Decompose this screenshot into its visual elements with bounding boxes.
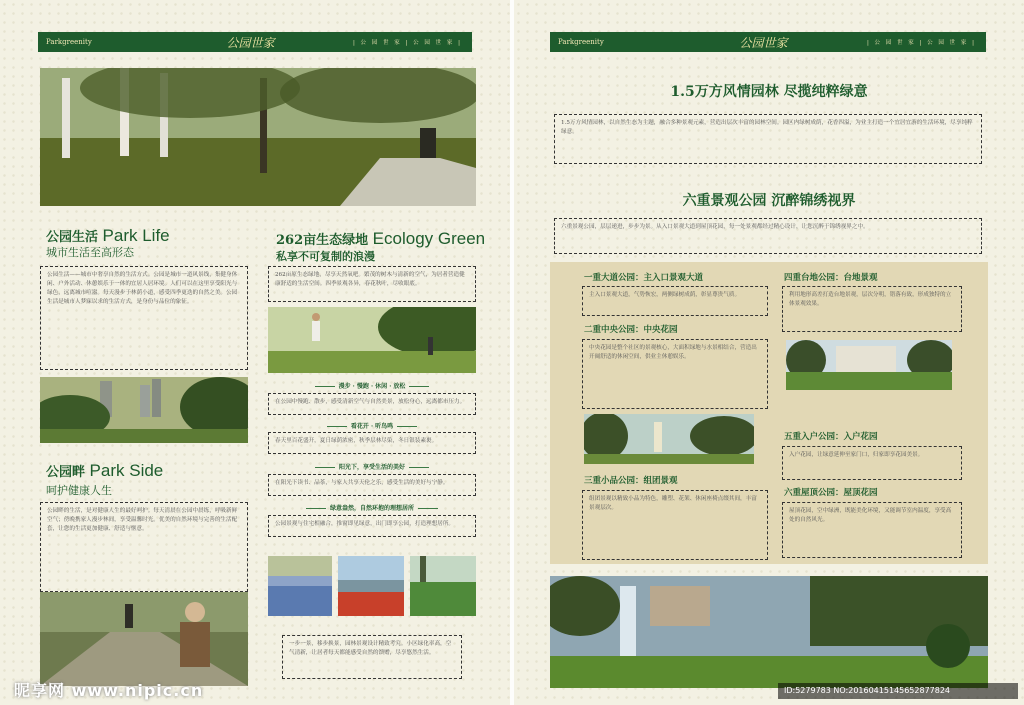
ecology-cn: 262亩生态绿地 — [276, 233, 369, 248]
header-nav: | 公 园 世 家 | 公 园 世 家 | — [352, 40, 462, 46]
ecology-body: 262亩原生态绿地，尽享天然氧吧。繁茂的树木与清新的空气，为居者营造健康舒适的生活空间。四季景观各异，春花秋叶，尽收眼底。 — [268, 266, 476, 302]
park-side-heading — [46, 461, 163, 481]
watermark-site: 昵享网 www.nipic.cn — [14, 681, 204, 700]
city-park-photo — [40, 377, 248, 443]
lotus-pond-photo — [410, 556, 476, 616]
left-header-bar — [38, 32, 472, 52]
park-5-title: 五重入户公园：入户花园 — [784, 432, 878, 442]
flower-field-photo — [268, 556, 332, 616]
caption-green-home: 绿意盎然，自然环抱的理想居所 — [268, 503, 476, 512]
park-1-title: 一重大道公园：主入口景观大道 — [584, 273, 704, 283]
header-nav-right: | 公 园 世 家 | 公 园 世 家 | — [866, 40, 976, 46]
park-3-body: 组团景观以精致小品为特色，雕塑、花架、休闲座椅点缀其间，丰富景观层次。 — [582, 490, 768, 560]
ecology-subtitle: 私享不可复制的浪漫 — [276, 250, 375, 263]
park-side-en: Park Side — [89, 461, 164, 480]
park-4-body: 利用地形高差打造台地景观，层次分明，错落有致，形成独特的立体景观效果。 — [782, 286, 962, 332]
header-logo-right: 公园世家 — [739, 35, 788, 50]
watermark-id: ID:5279783 NO:20160415145652877824 — [778, 683, 1018, 699]
park-life-heading — [46, 226, 170, 246]
terrace-garden-photo — [786, 340, 952, 390]
park-trees-photo — [40, 68, 476, 206]
park-5-body: 入户花园，让绿意延伸至家门口，归家即享花园美景。 — [782, 446, 962, 480]
park-life-en: Park Life — [102, 226, 170, 245]
green-garden-body: 1.5万方风情园林，以自然生态为主题，融合多种景观元素，营造出层次丰富的园林空间。园区内绿树成荫，花香四溢，为业主打造一个宜居宜游的生活环境，尽享纯粹绿意。 — [554, 114, 982, 164]
park-4-title: 四重台地公园：台地景观 — [784, 273, 878, 283]
park-side-subtitle: 呵护健康人生 — [46, 484, 112, 497]
cyclists-photo — [40, 592, 248, 686]
title-green-garden: 1.5万方风情园林 尽揽纯粹绿意 — [670, 84, 868, 100]
park-2-title: 二重中央公园：中央花园 — [584, 325, 678, 335]
park-side-cn: 公园畔 — [46, 465, 86, 480]
header-brand: Parkgreenity — [46, 38, 92, 46]
park-life-body: 公园生活——城市中奢享自然的生活方式。公园是城市一道风景线，集健身休闲、户外活动、休憩娱乐于一体的宜居人居环境。人们可以在这里享受阳光与绿色，远离城市喧嚣。每天漫步于林荫小道，感受四季更迭的自然之美。公园生活是城市人梦寐以求的生活方式，是身份与品位的象征。 — [40, 266, 248, 370]
right-page — [514, 0, 1024, 705]
park-3-title: 三重小品公园：组团景观 — [584, 476, 678, 486]
ecology-en: Ecology Green — [372, 229, 486, 248]
right-header-bar — [550, 32, 986, 52]
landscape-panel — [550, 262, 988, 564]
six-parks-body: 六重景观公园，层层递进，步步为景。从入口景观大道到屋顶花园，每一处景观都经过精心设计，让您沉醉于锦绣视界之中。 — [554, 218, 982, 254]
sunshine-body: 在阳光下读书、品茶，与家人共享天伦之乐，感受生活的美好与宁静。 — [268, 474, 476, 496]
park-6-body: 屋顶花园，空中绿洲，既能美化环境，又能调节室内温度，享受高处的自然风光。 — [782, 502, 962, 558]
caption-sunshine: 阳光下，享受生活的美好 — [268, 462, 476, 471]
woman-jogging-photo — [268, 307, 476, 373]
flowers-body: 春天里百花盛开，夏日绿荫浓密，秋季层林尽染，冬日银装素裹。 — [268, 432, 476, 454]
left-page — [0, 0, 510, 705]
green-home-body: 公园景观与住宅相融合，推窗即见绿意，出门即享公园，打造理想居所。 — [268, 515, 476, 537]
bottom-body: 一步一景，移步换景，园林景观设计精致考究。小区绿化率高，空气清新，让居者每天都能感受自然的馈赠，尽享悠然生活。 — [282, 635, 462, 679]
jogging-body: 在公园中慢跑、散步，感受清新空气与自然美景，放松身心，远离都市压力。 — [268, 393, 476, 415]
ecology-heading — [276, 229, 485, 249]
header-logo: 公园世家 — [226, 35, 275, 50]
park-1-body: 主入口景观大道，气势恢宏，两侧绿树成荫，彰显尊贵气质。 — [582, 286, 768, 316]
central-garden-photo — [584, 414, 754, 464]
park-2-body: 中央花园是整个社区的景观核心，大面积绿地与水景相结合，营造出开阔舒适的休闲空间，供业主休憩娱乐。 — [582, 339, 768, 409]
lake-flowers-photo — [338, 556, 404, 616]
park-life-cn: 公园生活 — [46, 230, 99, 245]
header-brand-right: Parkgreenity — [558, 38, 604, 46]
fountain-park-photo — [550, 576, 988, 688]
caption-jogging: 漫步 · 慢跑 · 休闲 · 放松 — [268, 381, 476, 390]
caption-flowers: 看花开 · 听鸟鸣 — [268, 421, 476, 430]
title-six-parks: 六重景观公园 沉醉锦绣视界 — [682, 193, 856, 209]
park-side-body: 公园畔的生活，是对健康人生的最好呵护。每天清晨在公园中晨练，呼吸新鲜空气；傍晚携家人漫步林间，享受温馨时光。优美的自然环境与完善的生活配套，让您的生活更加健康、舒适与惬意。 — [40, 502, 248, 592]
park-6-title: 六重屋顶公园：屋顶花园 — [784, 488, 878, 498]
park-life-subtitle: 城市生活至高形态 — [46, 246, 134, 259]
